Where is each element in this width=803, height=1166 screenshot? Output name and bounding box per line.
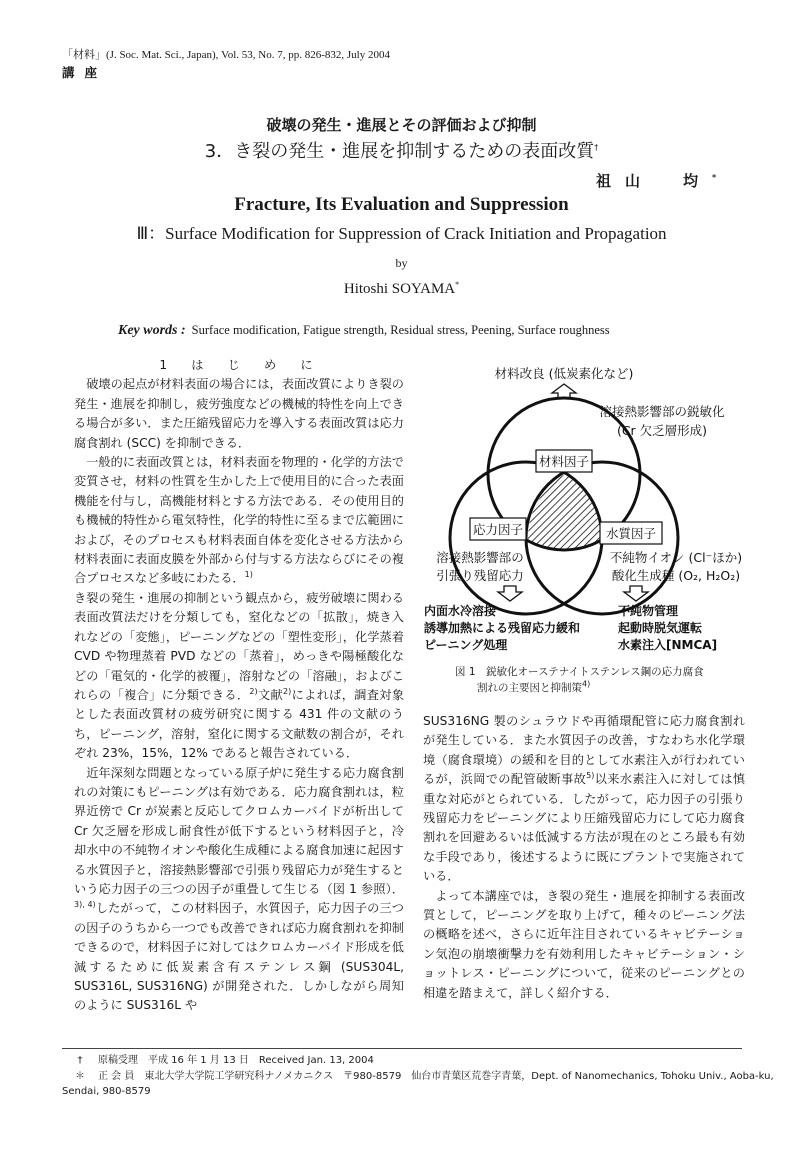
caption-citation: 4): [582, 679, 591, 689]
stress-measure: 誘導加熱による残留応力緩和: [424, 621, 581, 635]
series-title: 破壊の発生・進展とその評価および抑制: [266, 116, 537, 134]
author-japanese: [596, 170, 730, 191]
paragraph-text: 一般的に表面改質とは，材料表面を物理的・化学的方法で変質させ，材料の性質を生かした上で使用目的に合った表面機能を付与し，高機能材料とする方法である．その使用目的も機械的特性から電気特性，化学的特性に至るまで広範囲におよび，そのプロセスも材料表面自体を変化させる方法から材料表面に表面皮膜を外部から付与する方法ならびにその複合プロセスなど多岐にわたる．: [74, 455, 404, 586]
citation: 5): [586, 771, 595, 781]
journal-citation: 「材料」(J. Soc. Mat. Sci., Japan), Vol. 53, No. 7, pp. 826-832, July 2004: [62, 49, 390, 61]
fig-sensitization-2: (Cr 欠乏層形成): [616, 423, 708, 438]
footnote-mark: ＊: [75, 1070, 85, 1082]
paragraph: [423, 712, 745, 887]
label-water-factor: 水質因子: [605, 526, 657, 541]
right-column: [423, 712, 745, 1042]
fig-top-label: 材料改良 (低炭素化など): [494, 366, 634, 381]
water-measure: 水素注入[NMCA]: [618, 638, 718, 652]
author-japanese-name: 祖山 均: [596, 172, 713, 190]
author-english: [0, 281, 803, 298]
paragraph-text: 近年深刻な問題となっている原子炉に発生する応力腐食割れの対策にもピーニングは有効である．応力腐食割れは，粒界近傍で Cr が炭素と反応してクロムカーバイドが析出して Cr 欠乏層を形成し耐食性が低下するという材料因子と，冷却水中の不純物イオンや酸化生成種による腐食加速に起因する水質因子と，溶接熱影響部で引張り残留応力が発生するという応力因子の三つの因子が重畳して生じる（図 1 参照）．: [74, 765, 404, 896]
water-measure: 起動時脱気運転: [618, 621, 703, 635]
footnote-text: 原稿受理 平成 16 年 1 月 13 日 Received Jan. 13, 2004: [98, 1055, 374, 1066]
keywords: [118, 323, 610, 339]
paragraph: [74, 764, 404, 1016]
water-desc-2: 酸化生成種 (O₂, H₂O₂): [611, 568, 741, 583]
footnote-divider: [62, 1048, 742, 1049]
paragraph: よって本講座では，き裂の発生・進展を抑制する表面改質として，ピーニングを取り上げて，種々のピーニング法の概略を述べ，さらに近年注目されているキャビテーション気泡の崩壊衝撃力を有効利用したキャビテーション・ショットレス・ピーニングについて，従来のピーニングとの相違を踏まえて，詳しく紹介する．: [423, 888, 745, 1000]
paragraph-text: SUS316NG 製のシュラウドや再循環配管に応力腐食割れが発生している．また水質因子の改善，すなわち水化学環境（腐食環境）の緩和を目的として水素注入が行われているが，浜岡での配管破断事故: [423, 714, 745, 787]
footnote-affiliation-cont: [62, 1084, 782, 1100]
arrow-up-icon: [552, 384, 576, 398]
label-material-factor: 材料因子: [538, 454, 590, 469]
footnote-affiliation: [62, 1069, 782, 1085]
keywords-value: Surface modification, Fatigue strength, Residual stress, Peening, Surface roughness: [191, 323, 610, 337]
left-column: [74, 356, 404, 1042]
arrow-down-right-icon: [624, 586, 648, 601]
figure-1: [418, 358, 748, 658]
water-desc-1: 不純物イオン (Cl⁻ほか): [609, 550, 743, 565]
article-title-text: 3．き裂の発生・進展を抑制するための表面改質: [204, 141, 595, 162]
by-line: by: [395, 256, 408, 270]
water-measure: 不純物管理: [618, 604, 679, 618]
arrow-down-left-icon: [498, 586, 522, 601]
author-en-mark: *: [455, 280, 460, 289]
english-title: Fracture, Its Evaluation and Suppression: [234, 194, 569, 215]
series-label: 講座: [62, 65, 108, 80]
keywords-label: Key words :: [118, 323, 186, 338]
citation: 3), 4): [74, 900, 96, 910]
footnote-text: 正 会 員 東北大学大学院工学研究科ナノメカニクス 〒980-8579 仙台市青葉区荒巻字青葉，Dept. of Nanomechanics, Tohoku Univ., Aoba-ku,: [98, 1070, 774, 1082]
caption-text: 割れの主要因と抑制策: [477, 682, 582, 694]
figure-caption: [455, 664, 745, 696]
citation: 1): [244, 570, 253, 580]
paragraph-text: き裂の発生・進展の抑制という観点から，疲労破壊に関わる表面改質法だけを分類しても，窒化などの「拡散」，焼き入れなどの「変態」，ピーニングなどの「塑性変形」，化学蒸着 CVD や物理蒸着 PVD などの「蒸着」，めっきや陽極酸化などの「電気的・化学的被覆」，溶射などの「溶融」，およびこれらの「複合」に分類できる．: [74, 590, 404, 702]
footnote-received: [62, 1053, 782, 1069]
citation: 2): [249, 686, 258, 696]
fig-sensitization-1: 溶接熱影響部の鋭敏化: [599, 404, 725, 419]
footnotes: [62, 1053, 782, 1100]
stress-measure: 内面水冷溶接: [424, 604, 497, 618]
caption-line: 図 1 鋭敏化オーステナイトステンレス鋼の応力腐食: [455, 666, 704, 678]
caption-line-2: [455, 680, 745, 696]
stress-desc-1: 溶接熱影響部の: [436, 550, 524, 565]
paragraph-text: 以来水素注入に対しては慎重な対応がとられている．したがって，応力因子の引張り残留応力をピーニングにより圧縮残留応力にして応力腐食割れを回避あるいは低減する方法が現在のところ最も有効な手段であり，後述するように既にプラントで実施されている．: [423, 772, 745, 884]
paragraph: [74, 453, 404, 589]
footnote-text: Sendai, 980-8579: [62, 1086, 151, 1097]
english-subtitle: Ⅲ：Surface Modification for Suppression of Crack Initiation and Propagation: [136, 224, 667, 243]
stress-measure: ピーニング処理: [424, 638, 508, 652]
venn-diagram: [418, 358, 748, 658]
paragraph-text: によれば，調査対象とした表面改質材の疲労研究に関する 431 件の文献のうち，ピーニング，溶射，窒化に関する文献数の割合が，それぞれ 23%，15%，12% であると報告されている．: [74, 687, 404, 761]
paragraph: 破壊の起点が材料表面の場合には，表面改質によりき裂の発生・進展を抑制し，疲労強度などの機械的特性を向上できる場合が多い．また圧縮残留応力を導入する表面改質は応力腐食割れ (SCC) を抑制できる．: [74, 377, 404, 450]
paragraph-text: 文献: [257, 687, 284, 702]
section-heading: 1 は じ め に: [159, 358, 319, 372]
footnote-mark: †: [77, 1055, 83, 1066]
author-jp-mark: *: [712, 172, 731, 182]
author-english-name: Hitoshi SOYAMA: [343, 281, 456, 297]
citation: 2): [283, 686, 292, 696]
title-footnote-mark: †: [594, 143, 599, 152]
stress-desc-2: 引張り残留応力: [436, 568, 524, 583]
paragraph: [74, 589, 404, 764]
article-title: [0, 137, 803, 163]
label-stress-factor: 応力因子: [472, 522, 524, 537]
paragraph-text: したがって，この材料因子，水質因子，応力因子の三つの因子のうちから一つでも改善できれば応力腐食割れを抑制できるので，材料因子に対してはクロムカーバイド形成を低減するために低炭素含有ステンレス鋼 (SUS304L, SUS316L, SUS316NG) が開発された．しかしながら周知のように SUS316L や: [74, 901, 404, 1013]
